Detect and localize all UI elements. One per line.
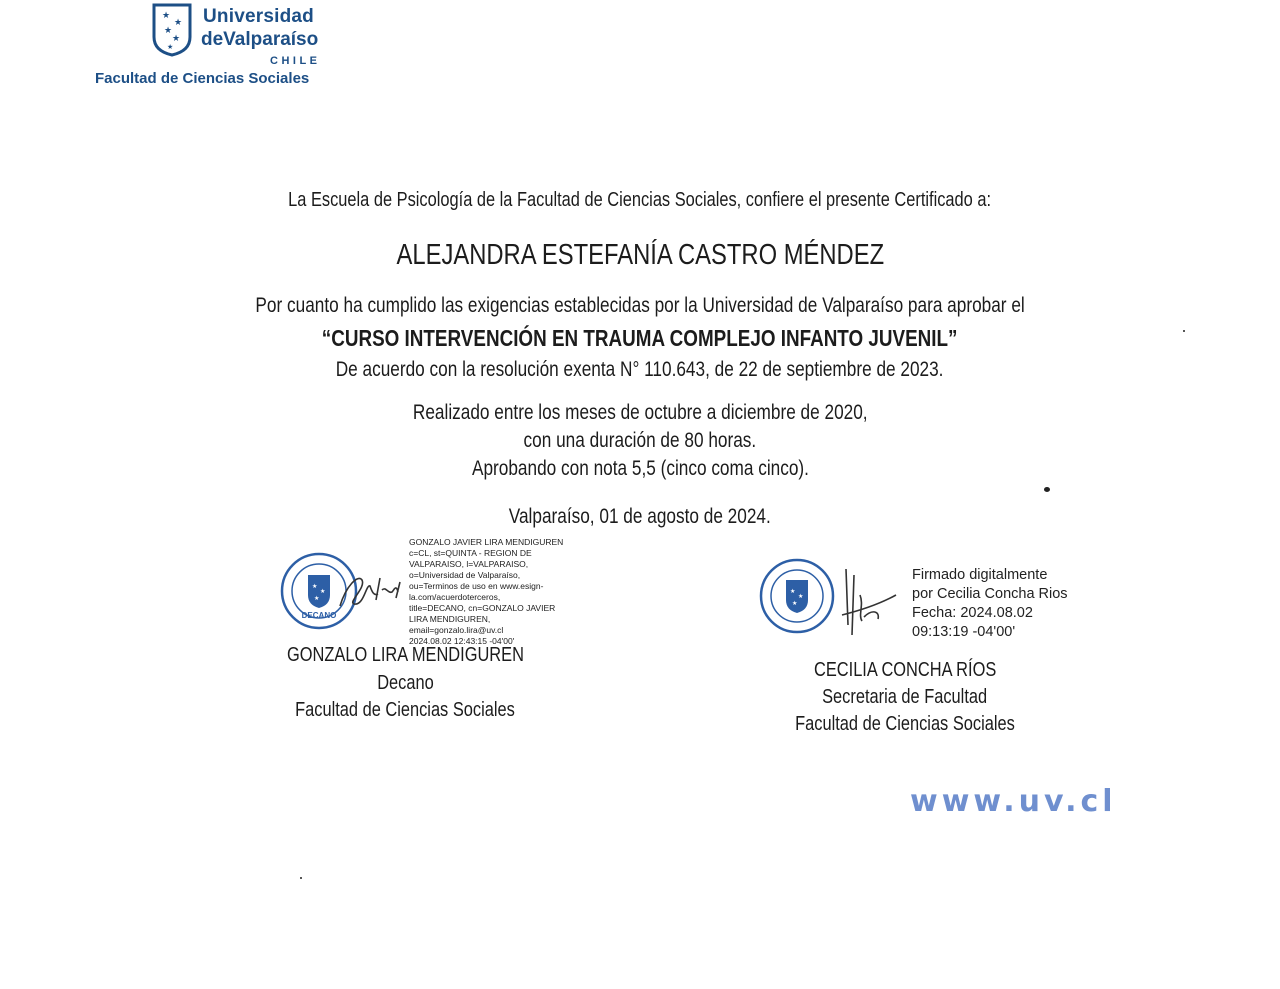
- dean-title: Decano: [376, 672, 434, 694]
- university-name-line1: Universidad: [203, 6, 314, 27]
- university-logo: [95, 0, 335, 95]
- svg-text:★: ★: [172, 33, 181, 43]
- header-faculty: Facultad de Ciencias Sociales: [95, 70, 310, 87]
- dean-digital-cert: GONZALO JAVIER LIRA MENDIGUREN c=CL, st=QUINTA - REGION DE VALPARAISO, l=VALPARAISO, o=Universidad de Valparaíso, ou=Terminos de uso en www.esign- la.com/acuerdoterceros, title=DECANO, cn=GONZALO JAVIER LIRA MENDIGUREN, email=gonzalo.lira@uv.cl 2024.08.02 12:43:15 -04'00': [409, 537, 564, 646]
- recipient-name: ALEJANDRA ESTEFANÍA CASTRO MÉNDEZ: [396, 239, 884, 271]
- secretary-handwritten-signature: [838, 565, 900, 643]
- university-name-line2: deValparaíso: [201, 29, 319, 50]
- seal-label: DECANO: [301, 611, 337, 620]
- course-title: “CURSO INTERVENCIÓN EN TRAUMA COMPLEJO INFANTO JUVENIL”: [322, 325, 958, 351]
- dean-handwritten-signature: [336, 566, 406, 612]
- grade-text: Aprobando con nota 5,5 (cinco coma cinco).: [471, 457, 809, 480]
- certificate-intro: La Escuela de Psicología de la Facultad de Ciencias Sociales, confiere el presente Certificado a:: [288, 189, 992, 211]
- svg-text:★: ★: [798, 594, 804, 600]
- svg-text:★: ★: [162, 10, 171, 20]
- svg-text:★: ★: [167, 44, 174, 51]
- duration-text: con una duración de 80 horas.: [523, 429, 757, 452]
- svg-text:★: ★: [314, 596, 320, 602]
- resolution-text: De acuerdo con la resolución exenta N° 110.643, de 22 de septiembre de 2023.: [336, 358, 944, 381]
- place-date: Valparaíso, 01 de agosto de 2024.: [508, 505, 772, 528]
- requirement-text: Por cuanto ha cumplido las exigencias establecidas por la Universidad de Valparaíso para aprobar el: [255, 294, 1025, 317]
- scan-speck: [300, 877, 302, 879]
- dean-name: GONZALO LIRA MENDIGUREN: [286, 644, 524, 666]
- svg-text:★: ★: [792, 601, 798, 607]
- svg-text:★: ★: [790, 589, 796, 595]
- website-url: www.uv.cl: [910, 784, 1117, 819]
- secretary-digital-cert: Firmado digitalmente por Cecilia Concha Rios Fecha: 2024.08.02 09:13:19 -04'00': [912, 567, 1068, 640]
- svg-text:★: ★: [164, 25, 173, 35]
- university-country: CHILE: [270, 55, 321, 67]
- svg-text:★: ★: [312, 584, 318, 590]
- svg-text:★: ★: [174, 17, 183, 27]
- secretary-faculty: Facultad de Ciencias Sociales: [795, 713, 1015, 735]
- scan-speck: [1044, 487, 1050, 492]
- period-text: Realizado entre los meses de octubre a diciembre de 2020,: [412, 401, 868, 424]
- dean-faculty: Facultad de Ciencias Sociales: [295, 699, 515, 721]
- shield-icon: [152, 3, 192, 57]
- svg-text:★: ★: [320, 589, 326, 595]
- secretary-seal-icon: [758, 557, 836, 635]
- scan-speck: [1183, 330, 1185, 332]
- secretary-title: Secretaria de Facultad: [822, 686, 988, 708]
- secretary-name: CECILIA CONCHA RÍOS: [813, 659, 997, 681]
